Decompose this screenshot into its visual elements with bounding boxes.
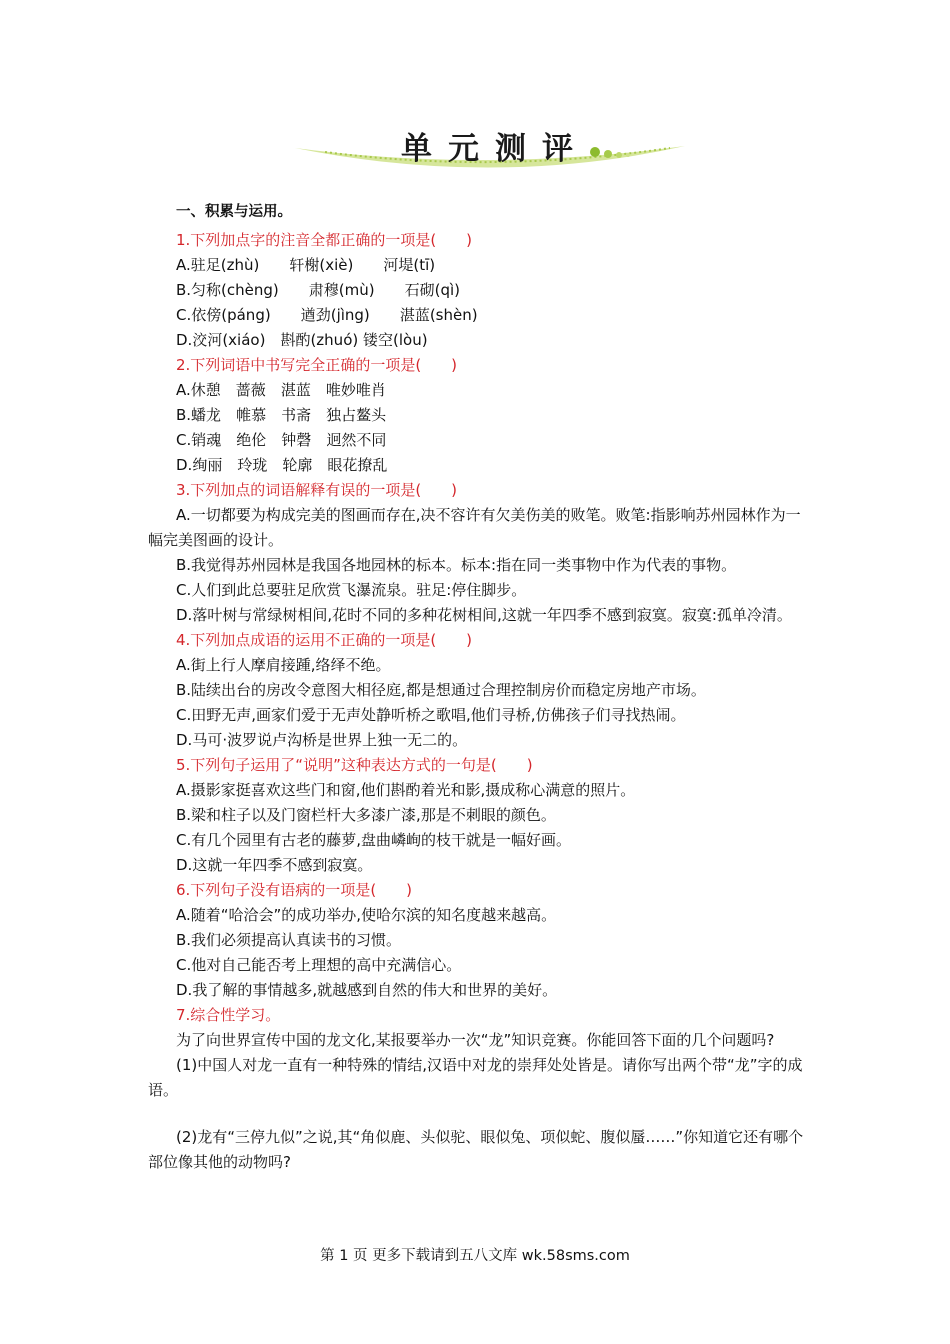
- q4-option-c: C.田野无声,画家们爱于无声处静听桥之歌唱,他们寻桥,仿佛孩子们寻找热闹。: [176, 706, 686, 724]
- q2-option-b: B.蟠龙 帷慕 书斋 独占鳌头: [176, 406, 387, 424]
- q3-option-a: A.一切都要为构成完美的图画而存在,决不容许有欠美伤美的败笔。败笔:指影响苏州园林作为一幅完美图画的设计。: [148, 506, 801, 549]
- q7-sub-2: (2)龙有“三停九似”之说,其“角似鹿、头似驼、眼似兔、项似蛇、腹似蜃……”你知道它还有哪个部位像其他的动物吗?: [148, 1128, 804, 1171]
- q1-option-c: C.依傍(páng) 遒劲(jìng) 湛蓝(shèn): [176, 306, 478, 324]
- q7-sub-1: (1)中国人对龙一直有一种特殊的情结,汉语中对龙的崇拜处处皆是。请你写出两个带“龙”字的成语。: [148, 1056, 803, 1099]
- page-title: 单元测评: [401, 131, 589, 167]
- q4-option-a: A.街上行人摩肩接踵,络绎不绝。: [176, 656, 391, 674]
- section-heading: 一、积累与运用。: [176, 204, 292, 220]
- q3-option-b: B.我觉得苏州园林是我国各地园林的标本。标本:指在同一类事物中作为代表的事物。: [176, 556, 737, 574]
- title-banner: [285, 118, 695, 180]
- question-1: 1.下列加点字的注音全都正确的一项是( ): [176, 231, 473, 249]
- question-4: 4.下列加点成语的运用不正确的一项是( ): [176, 631, 473, 649]
- q6-option-d: D.我了解的事情越多,就越感到自然的伟大和世界的美好。: [176, 981, 558, 999]
- q6-option-b: B.我们必须提高认真读书的习惯。: [176, 931, 402, 949]
- q3-option-d: D.落叶树与常绿树相间,花时不同的多种花树相间,这就一年四季不感到寂寞。寂寞:孤单冷清。: [176, 606, 792, 624]
- q5-option-c: C.有几个园里有古老的藤萝,盘曲嶙峋的枝干就是一幅好画。: [176, 831, 572, 849]
- question-7: 7.综合性学习。: [176, 1006, 281, 1024]
- question-6: 6.下列句子没有语病的一项是( ): [176, 881, 413, 899]
- q4-option-b: B.陆续出台的房改令意图大相径庭,都是想通过合理控制房价而稳定房地产市场。: [176, 681, 706, 699]
- q2-option-a: A.休憩 蔷薇 湛蓝 唯妙唯肖: [176, 381, 386, 399]
- page-footer: 第 1 页 更多下载请到五八文库 wk.58sms.com: [320, 1248, 630, 1264]
- q1-option-d: D.洨河(xiáo) 斟酌(zhuó) 镂空(lòu): [176, 331, 428, 349]
- question-5: 5.下列句子运用了“说明”这种表达方式的一句是( ): [176, 756, 533, 774]
- q2-option-d: D.绚丽 玲珑 轮廓 眼花撩乱: [176, 456, 388, 474]
- question-2: 2.下列词语中书写完全正确的一项是( ): [176, 356, 458, 374]
- q4-option-d: D.马可·波罗说卢沟桥是世界上独一无二的。: [176, 731, 468, 749]
- q7-intro: 为了向世界宣传中国的龙文化,某报要举办一次“龙”知识竞赛。你能回答下面的几个问题吗?: [176, 1031, 775, 1049]
- q5-option-b: B.梁和柱子以及门窗栏杆大多漆广漆,那是不刺眼的颜色。: [176, 806, 556, 824]
- q2-option-c: C.销魂 绝伦 钟磬 迥然不同: [176, 431, 387, 449]
- q3-option-c: C.人们到此总要驻足欣赏飞瀑流泉。驻足:停住脚步。: [176, 581, 527, 599]
- q5-option-a: A.摄影家挺喜欢这些门和窗,他们斟酌着光和影,摄成称心满意的照片。: [176, 781, 636, 799]
- q6-option-c: C.他对自己能否考上理想的高中充满信心。: [176, 956, 462, 974]
- q1-option-a: A.驻足(zhù) 轩榭(xiè) 河堤(tī): [176, 256, 436, 274]
- question-3: 3.下列加点的词语解释有误的一项是( ): [176, 481, 458, 499]
- answer-space: [148, 1103, 808, 1125]
- q1-option-b: B.匀称(chèng) 肃穆(mù) 石砌(qì): [176, 281, 461, 299]
- q5-option-d: D.这就一年四季不感到寂寞。: [176, 856, 373, 874]
- exam-content: [148, 200, 808, 1175]
- q6-option-a: A.随着“哈洽会”的成功举办,使哈尔滨的知名度越来越高。: [176, 906, 557, 924]
